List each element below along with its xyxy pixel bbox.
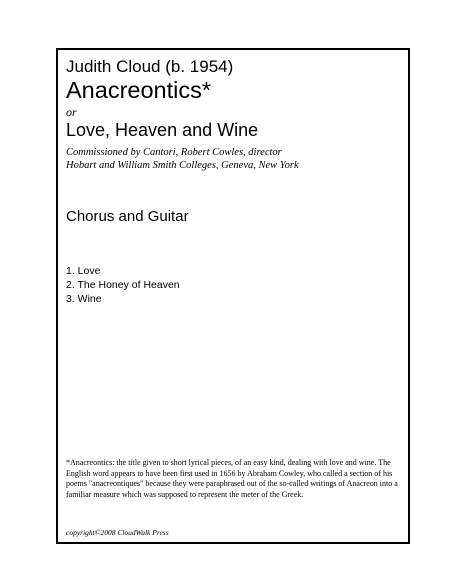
work-subtitle: Love, Heaven and Wine	[66, 120, 259, 140]
commission-line-1: Commissioned by Cantori, Robert Cowles, director	[66, 147, 282, 158]
copyright-notice: copyright©2008 CloudWalk Press	[66, 528, 169, 537]
movement-list	[66, 264, 180, 306]
commission-note	[66, 146, 299, 172]
composer-name: Judith Cloud (b. 1954)	[66, 57, 234, 76]
voicing: Chorus and Guitar	[66, 208, 189, 225]
commission-line-2: Hobart and William Smith Colleges, Geneva, New York	[66, 160, 299, 171]
work-title: Anacreontics*	[66, 77, 211, 103]
movement-item: 1. Love	[66, 265, 101, 277]
movement-item: 3. Wine	[66, 293, 102, 305]
title-page-frame	[56, 48, 410, 544]
title-connector: or	[66, 105, 77, 119]
movement-item: 2. The Honey of Heaven	[66, 279, 180, 291]
footnote: *Anacreontics: the title given to short lyrical pieces, of an easy kind, dealing with love and wine. The English word appears to have been first used in 1656 by Abraham Cowley, who called a section of his poems "anacreontiques" because they were paraphrased out of the so-called writings of Anacreon into a familiar measure which was supposed to represent the meter of the Greek.	[66, 458, 398, 499]
